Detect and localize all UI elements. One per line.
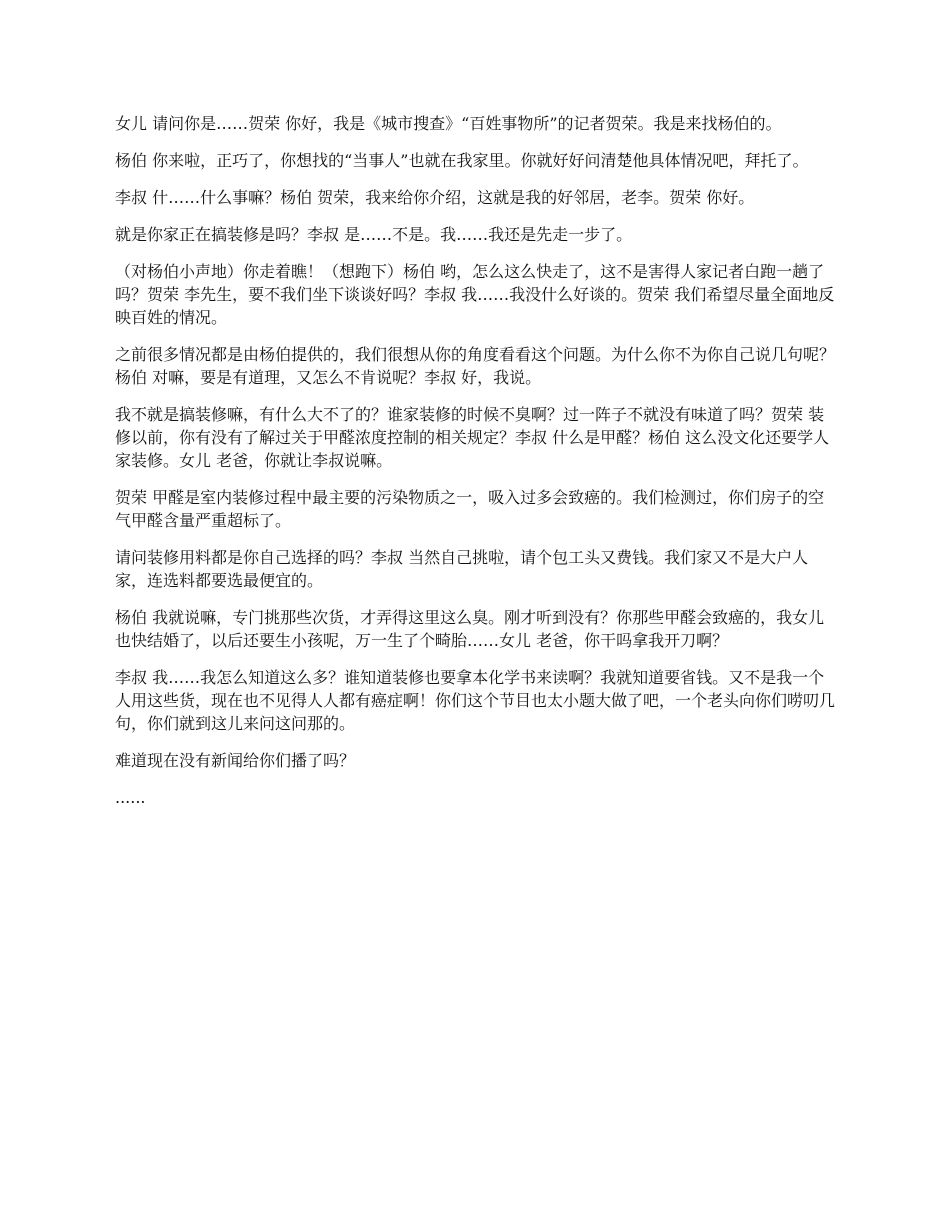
paragraph-4: 就是你家正在搞装修是吗？李叔 是……不是。我……我还是先走一步了。: [115, 225, 633, 244]
paragraph-6: 之前很多情况都是由杨伯提供的，我们很想从你的角度看看这个问题。为什么你不为你自己说几句呢？杨伯 对嘛，要是有道理，又怎么不肯说呢？李叔 好，我说。: [115, 345, 836, 387]
paragraph-11: 李叔 我……我怎么知道这么多？谁知道装修也要拿本化学书来读啊？我就知道要省钱。又不是我一个人用这些货，现在也不见得人人都有癌症啊！你们这个节目也太小题大做了吧，一个老头向你们唠叨几句，你们就到这儿来问这问那的。: [115, 668, 836, 733]
paragraph-7: 我不就是搞装修嘛，有什么大不了的？谁家装修的时候不臭啊？过一阵子不就没有味道了吗？贺荣 装修以前，你有没有了解过关于甲醛浓度控制的相关规定？李叔 什么是甲醛？杨伯 这么没文化还要学人家装修。女儿 老爸，你就让李叔说嘛。: [115, 405, 830, 470]
paragraph-1: 女儿 请问你是……贺荣 你好，我是《城市搜查》“百姓事物所”的记者贺荣。我是来找杨伯的。: [115, 114, 782, 133]
paragraph-2: 杨伯 你来啦，正巧了，你想找的“当事人”也就在我家里。你就好好问清楚他具体情况吧，拜托了。: [115, 151, 809, 170]
paragraph-5: （对杨伯小声地）你走着瞧！（想跑下）杨伯 哟，怎么这么快走了，这不是害得人家记者白跑一趟了吗？贺荣 李先生，要不我们坐下谈谈好吗？李叔 我……我没什么好谈的。贺荣 我们希望尽量全面地反映百姓的情况。: [115, 262, 835, 327]
paragraph-10: 杨伯 我就说嘛，专门挑那些次货，才弄得这里这么臭。刚才听到没有？你那些甲醛会致癌的，我女儿也快结婚了，以后还要生小孩呢，万一生了个畸胎……女儿 老爸，你干吗拿我开刀啊？: [115, 608, 825, 650]
paragraph-12: 难道现在没有新闻给你们播了吗？: [115, 751, 356, 770]
document-body: [115, 112, 837, 823]
paragraph-9: 请问装修用料都是你自己选择的吗？李叔 当然自己挑啦，请个包工头又费钱。我们家又不是大户人家，连选料都要选最便宜的。: [115, 548, 809, 590]
paragraph-3: 李叔 什……什么事嘛？杨伯 贺荣，我来给你介绍，这就是我的好邻居，老李。贺荣 你好。: [115, 188, 755, 207]
paragraph-ellipsis: ......: [115, 788, 146, 807]
paragraph-8: 贺荣 甲醛是室内装修过程中最主要的污染物质之一，吸入过多会致癌的。我们检测过，你们房子的空气甲醛含量严重超标了。: [115, 488, 825, 530]
